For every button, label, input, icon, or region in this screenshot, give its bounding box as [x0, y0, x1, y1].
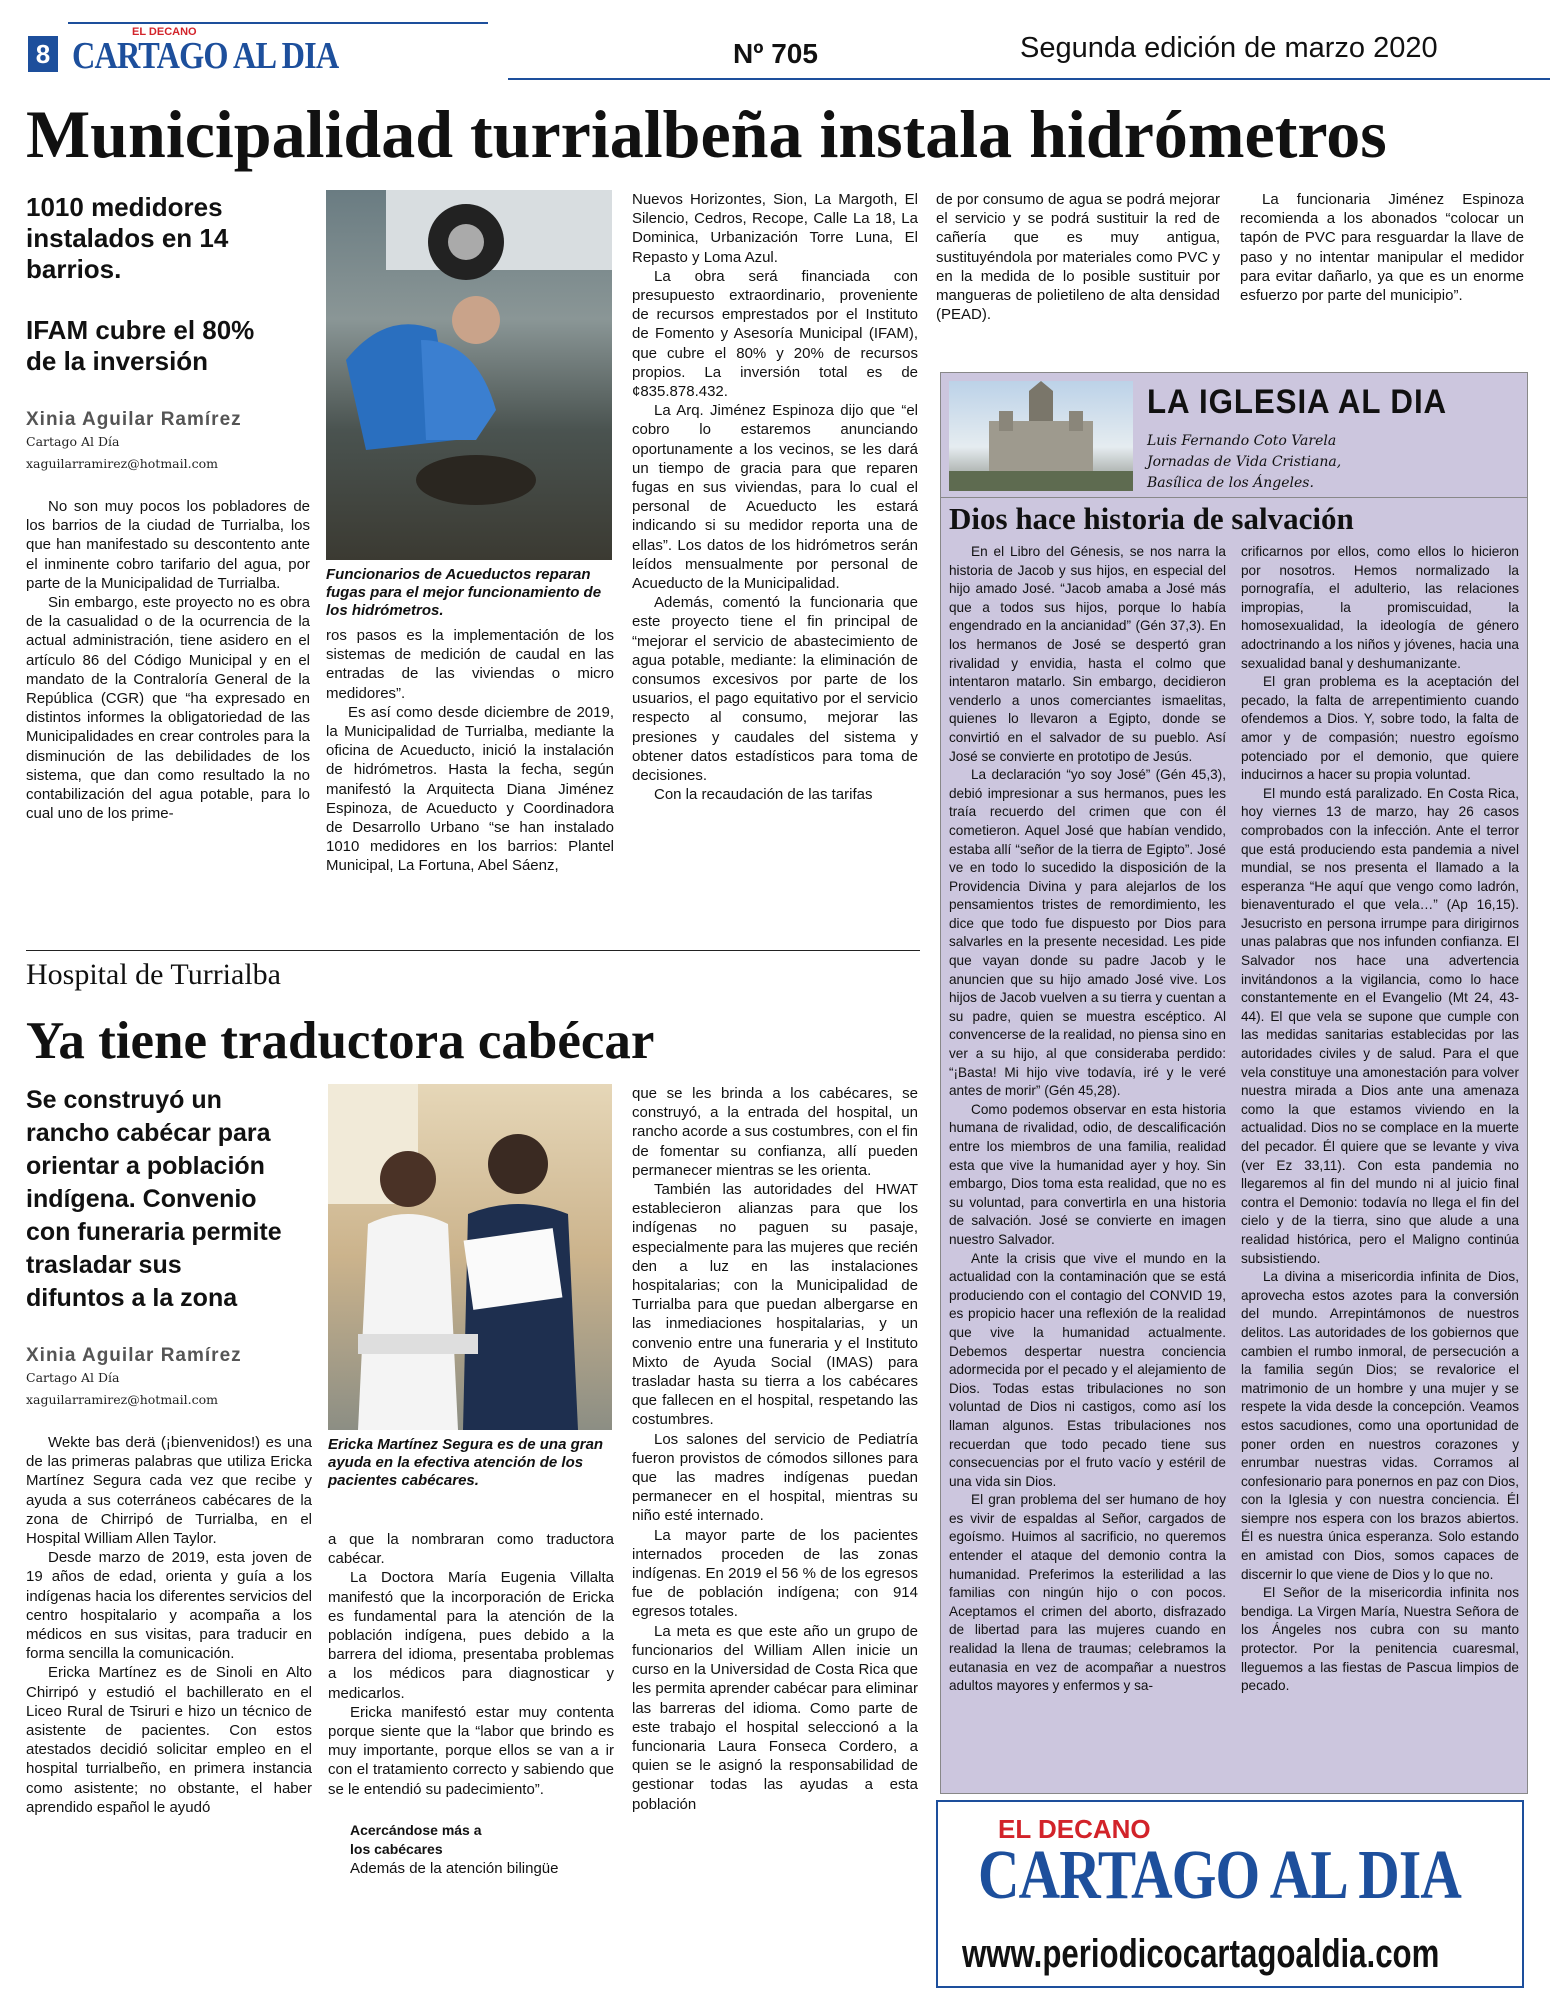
- iglesia-author-line: Jornadas de Vida Cristiana,: [1147, 454, 1342, 470]
- article2-inner-subhead: Acercándose más a los cabécares: [350, 1821, 482, 1857]
- iglesia-author-line: Luis Fernando Coto Varela: [1147, 433, 1337, 449]
- basilica-photo: [949, 381, 1133, 491]
- article1-paragraph: Nuevos Horizontes, Sion, La Margoth, El Silencio, Cedros, Recope, Calle La 18, La Dominica, Urbanización Torre Luna, El Repasto y Loma Azul.: [632, 191, 918, 266]
- page-number: 8: [28, 36, 58, 72]
- iglesia-paragraph: El Señor de la misericordia infinita nos bendiga. La Virgen María, Nuestra Señora de los Ángeles nos cubra con su manto protector. Por la penitencia cuaresmal, lleguemos a las fiestas de Pascua limpios de pecado.: [1241, 1585, 1519, 1694]
- article1-paragraph: Con la recaudación de las tarifas: [654, 786, 873, 804]
- iglesia-paragraph: El gran problema del ser humano de hoy es vivir de espaldas al Señor, cargados de egoísmo. Huimos al sacrificio, no queremos entender el ataque del demonio contra la humanidad. Preferimos la esterilidad a las familias con ningún hijo o con pocos. Aceptamos el crimen del aborto, disfrazado de libertad para las mujeres cuando en realidad la llena de traumas; celebramos la eutanasia en vez de acompañar a nuestros adultos mayores y enfermos y sa-: [949, 1492, 1226, 1694]
- article1-paragraph: de por consumo de agua se podrá mejorar el servicio y se podrá sustituir la red de cañería que es muy antigua, sustituyéndola por materiales como PVC y en la medida de lo posible sustituir por mangueras de polietileno de alta densidad (PEAD).: [936, 191, 1220, 324]
- article1-email: xaguilarramirez@hotmail.com: [26, 456, 218, 471]
- iglesia-paragraph: crificarnos por ellos, como ellos lo hicieron por nosotros. Hemos normalizado la pornografía, el adulterio, las relaciones impropias, la promiscuidad, la homosexualidad, la ideología de género adoctrinando a los niños y jóvenes, hacia una sexualidad banal y deshumanizante.: [1241, 544, 1519, 671]
- iglesia-author: [1147, 431, 1341, 494]
- article2-column-2: [328, 1530, 614, 1878]
- article2-paragraph: Ericka manifestó estar muy contenta porque siente que la “labor que brindo es muy importante, porque ellos se van a ir con el tratamiento correcto y sabiendo que se le entendió su padecimiento”.: [328, 1703, 614, 1798]
- article2-paragraph: Desde marzo de 2019, esta joven de 19 años de edad, orienta y guía a los indígenas hacia los diferentes servicios del centro hospitalario y acompaña a los médicos en sus visitas, para traducir en forma sencilla la comunicación.: [26, 1549, 312, 1663]
- article2-outlet: Cartago Al Día: [26, 1370, 120, 1385]
- article1-column-5: [1240, 190, 1524, 305]
- article2-kicker: Hospital de Turrialba: [26, 958, 281, 991]
- article1-paragraph: La Arq. Jiménez Espinoza dijo que “el cobro lo estaremos anunciando oportunamente a los vecinos, se les dará un tiempo de gracia para que reparen fugas en sus viviendas, para lo cual el personal de Acueducto les estará indicando si su medidor reporta una de ellas”. Los datos de los hidrómetros serán leídos mensualmente por personal de Acueducto de la Municipalidad.: [632, 402, 918, 593]
- article2-paragraph: La mayor parte de los pacientes internados proceden de las zonas indígenas. En 2019 el 56 % de los egresos fue de población indígena; con 914 egresos totales.: [632, 1526, 918, 1621]
- workers-illustration: [326, 190, 612, 560]
- cartago-ad[interactable]: [936, 1800, 1524, 1988]
- ad-logo-title: CARTAGO AL DIA: [978, 1837, 1461, 1914]
- header-rule-top: [68, 22, 488, 24]
- masthead-small: EL DECANO: [132, 26, 197, 38]
- article1-column-2: [326, 626, 614, 876]
- iglesia-headline-rule: [941, 497, 1527, 498]
- article2-headline: Ya tiene traductora cabécar: [26, 1012, 655, 1070]
- article2-paragraph: Ericka Martínez es de Sinoli en Alto Chirripó y estudió el bachillerato en el Liceo Rural de Tsiruri e hizo un técnico de asistente de pacientes. Con estos atestados decidió solicitar empleo en el hospital turrialbeño, en primera instancia como asistente; no obstante, el haber aprendido español le ayudó: [26, 1664, 312, 1816]
- issue-number: Nº 705: [733, 38, 818, 69]
- iglesia-section-title: LA IGLESIA AL DIA: [1147, 383, 1448, 421]
- page-header: [28, 22, 1528, 78]
- section-divider: [26, 950, 920, 951]
- article2-paragraph: La Doctora María Eugenia Villalta manifestó que la incorporación de Ericka es fundamental para la atención de la población indígena, pues debido a la barrera del idioma, presentaba problemas a los médicos para diagnosticar y medicarlos.: [328, 1569, 614, 1702]
- article1-paragraph: Además, comentó la funcionaria que este proyecto tiene el fin principal de “mejorar el servicio de abastecimiento de agua potable, mediante: la eliminación de consumos excesivos por parte de los usuarios, el pago equitativo por el servicio respecto al consumo, mejorar las presiones y caudales del sistema y obtener datos estadísticos para toma de decisiones.: [632, 594, 918, 785]
- iglesia-paragraph: La declaración “yo soy José” (Gén 45,3), debió impresionar a sus hermanos, pues les traía recuerdo del crimen que con él cometieron. Aquel José que habían vendido, estaba allí “señor de la tierra de Egipto”. José ve en todo lo sucedido la disposición de la Providencia Divina y para alejarlos de los pensamientos tristes de remordimiento, les dice que todo fue dispuesto por Dios para salvarles en la presente necesidad. Les pide que vayan donde su padre Jacob y le anuncien que su hijo amado José vive. Los hijos de Jacob vuelven a su tierra y cuentan a su padre, quien se muestra escéptico. Al convencerse de la realidad, no piensa sino en ver a su hijo, al que consideraba perdido: “¡Basta! Mi hijo vive todavía, iré y le veré antes de morir” (Gén 45,28).: [949, 767, 1226, 1099]
- hospital-illustration: [328, 1084, 612, 1430]
- article1-paragraph: Sin embargo, este proyecto no es obra de la casualidad o de la ocurrencia de la actual administración, tiene asidero en el artículo 86 del Código Municipal y en el mandato de la Contraloría General de la República (CGR) que “ha expresado en distintos informes la obligatoriedad de las Municipalidades en crear controles para la disminución de las debilidades de los sistema, que dan como resultado la no contabilización del agua potable, para lo cual uno de los prime-: [26, 594, 310, 823]
- article2-photo-caption: Ericka Martínez Segura es de una gran ayuda en la efectiva atención de los pacientes cabécares.: [328, 1436, 604, 1489]
- article1-paragraph: No son muy pocos los pobladores de los barrios de la ciudad de Turrialba, los que han manifestado su descontento ante el inminente cobro tarifario del agua, por parte de la Municipalidad de Turrialba.: [26, 498, 310, 592]
- masthead-logo: [72, 26, 342, 80]
- article1-photo: [326, 190, 612, 560]
- ad-small-label: EL DECANO: [998, 1814, 1151, 1844]
- article1-paragraph: Es así como desde diciembre de 2019, la Municipalidad de Turrialba, mediante la oficina de Acueducto, inició la instalación de hidrómetros. Hasta la fecha, según manifestó la Arquitecta Diana Jiménez Espinoza, de Acueducto y Coordinadora de Desarrollo Urbano “se han instalado 1010 medidores en los barrios: Plantel Municipal, La Fortuna, Abel Sáenz,: [326, 703, 614, 875]
- article1-paragraph: ros pasos es la implementación de los sistemas de medición de caudal en las entradas de las viviendas o micro medidores”.: [326, 627, 614, 702]
- article2-paragraph: También las autoridades del HWAT establecieron alianzas para que los indígenas no paguen su pasaje, especialmente para las mujeres que recién den a luz en las instalaciones hospitalarias; con la Municipalidad de Turrialba para que puedan albergarse en las inmediaciones hospitalarias, y un convenio entre una funeraria y el Instituto Mixto de Ayuda Social (IMAS) para trasladar hasta su tierra a los cabécares que fallecen en el hospital, respetando las costumbres.: [632, 1181, 918, 1429]
- article1-column-1: [26, 192, 310, 823]
- edition-date: Segunda edición de marzo 2020: [1020, 32, 1438, 64]
- article1-outlet: Cartago Al Día: [26, 434, 120, 449]
- article2-paragraph: La meta es que este año un grupo de funcionarios del William Allen inicie un curso en la Universidad de Costa Rica que les permita aprender cabécar para eliminar las barreras del idioma. Como parte de este trabajo el hospital seleccionó a la funcionaria Laura Fonseca Cordero, a quien se le asignó la responsabilidad de gestionar todas las ayudas a esta población: [632, 1622, 918, 1813]
- article2-column-1: [26, 1084, 312, 1817]
- article2-photo: [328, 1084, 612, 1430]
- iglesia-paragraph: La divina a misericordia infinita de Dios, aprovecha estos azotes para la conversión del mundo. Arrepintámonos de nuestros delitos. Las autoridades de los gobiernos que cambien el rumbo inmoral, de persecución a la familia según Dios; se revalorice el matrimonio de un hombre y una mujer y se respete la vida desde la concepción. Veamos estos sacudiones, como una oportunidad de poner orden en nuestros corazones y enrumbar nuestras vidas. Corramos al confesionario para ponernos en paz con Dios, con la Iglesia y con nuestra conciencia. Él siempre nos espera con los brazos abiertos. Él es nuestra única esperanza. Solo estando en amistad con Dios, somos capaces de discernir lo que viene de Dios y lo que no.: [1241, 1269, 1519, 1582]
- header-rule: [508, 78, 1550, 80]
- masthead-title: CARTAGO AL DIA: [72, 35, 339, 77]
- article2-column-3: [632, 1084, 918, 1814]
- iglesia-column-2: [1241, 543, 1519, 1696]
- article2-paragraph: a que la nombraran como traductora cabécar.: [328, 1531, 614, 1568]
- iglesia-paragraph: Como podemos observar en esta historia humana de rivalidad, odio, de descalificación entre los miembros de una familia, realidad esta que vive la humanidad ayer y hoy. Sin embargo, Dios toma esta realidad, que no es su voluntad, para convertirla en una historia de salvación. José se convierte en imagen nuestro Salvador.: [949, 1101, 1226, 1247]
- article2-author: Xinia Aguilar Ramírez: [26, 1345, 242, 1366]
- article1-headline: Municipalidad turrialbeña instala hidrómetros: [26, 96, 1387, 172]
- article1-subhead-1: 1010 medidores instalados en 14 barrios.: [26, 192, 229, 284]
- basilica-illustration: [949, 381, 1133, 491]
- iglesia-column-1: [949, 543, 1226, 1696]
- iglesia-author-line: Basílica de los Ángeles.: [1147, 475, 1314, 491]
- iglesia-paragraph: Ante la crisis que vive el mundo en la actualidad con la contaminación que se está produciendo con el contagio del CONVID 19, es propicio hacer una reflexión de la realidad que vive la humanidad actualmente. Debemos despertar nuestra conciencia adormecida por el pecado y el alejamiento de Dios. Todas estas tribulaciones no son voluntad de Dios ni castigos, como así los llaman algunos. Estas tribulaciones nos recuerdan que todo pecado tiene sus consecuencias por el fruto vacío y estéril de una vida sin Dios.: [949, 1250, 1226, 1489]
- iglesia-box: [940, 372, 1528, 1794]
- article2-paragraph: Los salones del servicio de Pediatría fueron provistos de cómodos sillones para que las madres indígenas puedan permanecer en el hospital, mientras su niño esté internado.: [632, 1430, 918, 1525]
- article2-paragraph: Wekte bas derä (¡bienvenidos!) es una de las primeras palabras que utiliza Ericka Martínez Segura cada vez que recibe y ayuda a sus coterráneos cabécares de la zona de Chirripó de Turrialba, en el Hospital William Allen Taylor.: [26, 1434, 312, 1548]
- iglesia-paragraph: El mundo está paralizado. En Costa Rica, hoy viernes 13 de marzo, hay 26 casos comprobados con la infección. Ante el terror que está produciendo esta pandemia a nivel mundial, se nos presenta el llamado a la esperanza “He aquí que vengo como ladrón, bienaventurado el que vela…” (Ap 16,15). Jesucristo en persona irrumpe para dirigirnos unas palabras que nos infunden confianza. El Salvador nos hace una advertencia invitándonos a la vigilancia, como lo hace constantemente en el Evangelio (Mt 24, 43-44). El que vela se supone que cumple con las medidas sanitarias establecidas por las autoridades civiles y de salud. Para el que vela constituye una amonestación para volver nuestra mirada a Dios ante una amenaza como la que estamos viviendo en la actualidad. Dios no se complace en la muerte del pecador. Él quiere que se levante y viva (ver Ez 33,11). Con esta pandemia no llegaremos al fin del mundo ni al juicio final contra el Demonio: todavía no llega el fin del cielo y de la tierra, sino que alude a una realidad histórica, pero el Maligno continúa subsistiendo.: [1241, 785, 1519, 1266]
- article1-subhead-2: IFAM cubre el 80% de la inversión: [26, 315, 255, 376]
- iglesia-paragraph: En el Libro del Génesis, se nos narra la historia de Jacob y sus hijos, en especial del hijo amado José. “Jacob amaba a José más que a todos sus hijos, porque lo había engendrado en la ancianidad” (Gén 37,3). En los hermanos de José se despertó gran rivalidad y envidia, hasta el colmo que intentaron matarlo. Sin embargo, decidieron venderlo a unos comerciantes ismaelitas, quienes lo llevaron a Egipto, donde se convirtió en el salvador de su pueblo. Así José se convierte en prototipo de Jesús.: [949, 544, 1226, 764]
- article2-paragraph: Además de la atención bilingüe: [350, 1859, 559, 1877]
- iglesia-paragraph: El gran problema es la aceptación del pecado, la falta de arrepentimiento cuando ofendemos a Dios. Y, sobre todo, la falta de amor y de compasión; nuestro egoísmo potenciado por el demonio, que quiere inducirnos a hacer su propia voluntad.: [1241, 674, 1519, 783]
- article2-paragraph: que se les brinda a los cabécares, se construyó, a la entrada del hospital, un rancho acorde a sus costumbres, con el fin de fomentar su confianza, allí pueden permanecer mientras se les orienta.: [632, 1085, 918, 1179]
- article1-paragraph: La obra será financiada con presupuesto extraordinario, proveniente de recursos emprestados por el Instituto de Fomento y Asesoría Municipal (IFAM), que cubre el 80% y 20% de recursos propios. La inversión total es de ¢835.878.432.: [632, 267, 918, 401]
- article1-photo-caption: Funcionarios de Acueductos reparan fugas para el mejor funcionamiento de los hidrómetros.: [326, 566, 602, 619]
- article1-column-4: [936, 190, 1220, 324]
- article1-column-3: [632, 190, 918, 805]
- article1-paragraph: La funcionaria Jiménez Espinoza recomienda a los abonados “colocar un tapón de PVC para resguardar la llave de paso y no intentar manipular el medidor para evitar dañarlo, ya que es un enorme esfuerzo por parte del municipio”.: [1240, 191, 1524, 305]
- ad-url-link[interactable]: www.periodicocartagoaldia.com: [962, 1932, 1440, 1976]
- article1-author: Xinia Aguilar Ramírez: [26, 409, 242, 430]
- article2-email: xaguilarramirez@hotmail.com: [26, 1392, 218, 1407]
- iglesia-headline: Dios hace historia de salvación: [949, 501, 1354, 536]
- article2-subhead: Se construyó un rancho cabécar para orientar a población indígena. Convenio con funeraria permite trasladar sus difuntos a la zona: [26, 1086, 282, 1312]
